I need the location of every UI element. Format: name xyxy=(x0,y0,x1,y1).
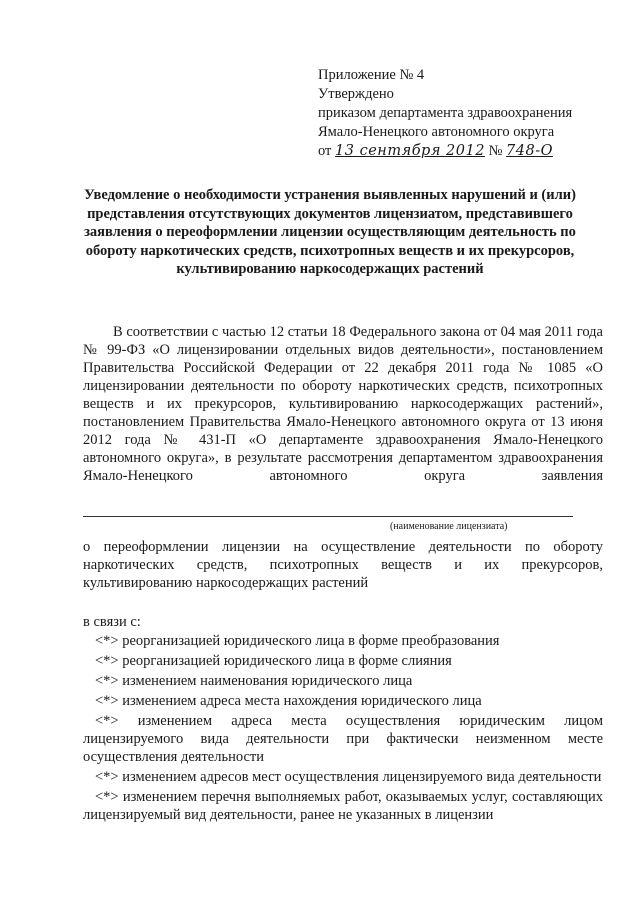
list-item: <*> изменением наименования юридического лица xyxy=(95,673,413,689)
order-date-line xyxy=(318,142,618,161)
list-item: <*> реорганизацией юридического лица в форме преобразования xyxy=(95,633,500,649)
order-issuer-line: приказом департамента здравоохранения xyxy=(318,105,573,121)
order-region-line: Ямало-Ненецкого автономного округа xyxy=(318,124,555,140)
date-prefix: от xyxy=(318,143,332,159)
list-item: <*> реорганизацией юридического лица в форме слияния xyxy=(95,653,452,669)
licensee-name-caption: (наименование лицензиата) xyxy=(390,521,508,532)
handwritten-order-number: 748-О xyxy=(506,143,553,159)
number-prefix: № xyxy=(488,143,503,159)
handwritten-date: 13 сентября 2012 xyxy=(335,143,485,159)
approval-block xyxy=(318,66,618,161)
list-item: <*> изменением адресов мест осуществления лицензируемого вида деятельности xyxy=(95,769,602,785)
list-item: <*> изменением адреса места нахождения юридического лица xyxy=(95,693,482,709)
reasons-list xyxy=(83,632,603,826)
appendix-number: Приложение № 4 xyxy=(318,67,425,83)
approved-label: Утверждено xyxy=(318,86,394,102)
licensee-name-line xyxy=(83,516,573,517)
legal-basis-paragraph: В соответствии с частью 12 статьи 18 Федерального закона от 04 мая 2011 года № 99-ФЗ «О лицензировании отдельных видов деятельности», постановлением Правительства Российской Федерации от 22 декабря 2011 года № 1085 «О лицензировании деятельности по обороту наркотических средств, психотропных веществ и их прекурсоров, культивированию наркосодержащих растений», постановлением Правительства Ямало-Ненецкого автономного округа от 13 июня 2012 года № 431-П «О департаменте здравоохранения Ямало-Ненецкого автономного округа», в результате рассмотрения департаментом здравоохранения Ямало-Ненецкого автономного округа заявления xyxy=(83,324,603,484)
reissue-paragraph: о переоформлении лицензии на осуществление деятельности по обороту наркотических средств, психотропных веществ и их прекурсоров, культивированию наркосодержащих растений xyxy=(83,539,603,591)
document-title: Уведомление о необходимости устранения выявленных нарушений и (или) представления отсутствующих документов лицензиатом, представившего заявления о переоформлении лицензии осуществляющим деятельность по обороту наркотических средств, психотропных веществ и их прекурсоров, культивированию наркосодержащих растений xyxy=(84,187,576,277)
list-item: <*> изменением адреса места осуществления юридическим лицом лицензируемого вида деятельности при фактически неизменном месте осуществления деятельности xyxy=(83,713,603,765)
in-connection-label: в связи с: xyxy=(83,614,141,630)
list-item: <*> изменением перечня выполняемых работ, оказываемых услуг, составляющих лицензируемый вид деятельности, ранее не указанных в лицензии xyxy=(83,789,603,823)
